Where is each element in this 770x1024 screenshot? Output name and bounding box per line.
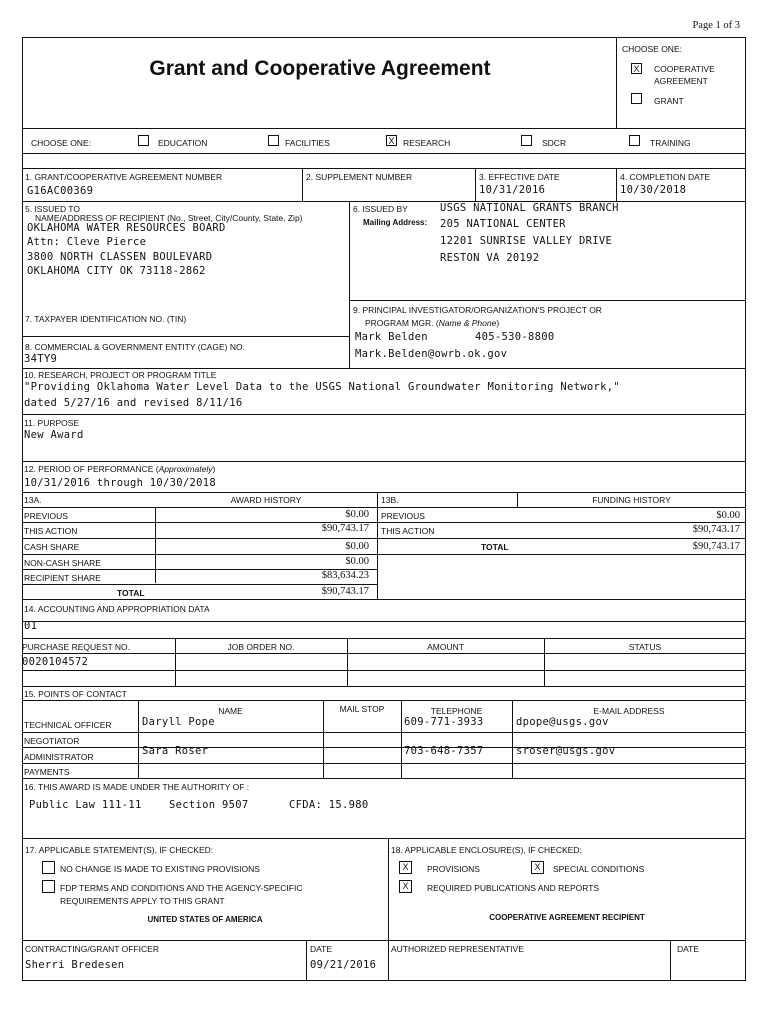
purpose-value: New Award (24, 429, 84, 441)
funding-this-action-label: THIS ACTION (381, 526, 435, 536)
award-total-label: TOTAL (117, 588, 145, 598)
award-row-label: RECIPIENT SHARE (24, 573, 101, 583)
pi-phone: 405-530-8800 (475, 331, 555, 343)
research-checkbox[interactable]: X (386, 135, 397, 146)
training-checkbox[interactable] (629, 135, 640, 146)
page-number: Page 1 of 3 (692, 20, 740, 31)
contact-role: ADMINISTRATOR (24, 752, 94, 762)
award-history-section: 13A. (24, 495, 42, 505)
pi-name: Mark Belden (355, 331, 428, 343)
recipient-city: OKLAHOMA CITY OK 73118-2862 (27, 265, 206, 277)
contact-name: Sara Roser (142, 745, 209, 757)
accounting-value: 01 (24, 620, 38, 632)
funding-history-title: FUNDING HISTORY (592, 495, 671, 505)
cage-label: 8. COMMERCIAL & GOVERNMENT ENTITY (CAGE) NO. (25, 342, 245, 352)
completion-date-value: 10/30/2018 (620, 184, 687, 196)
issuer-line3: 12201 SUNRISE VALLEY DRIVE (440, 235, 613, 247)
period-label: 12. PERIOD OF PERFORMANCE (Approximately) (24, 464, 216, 474)
issuer-line2: 205 NATIONAL CENTER (440, 218, 566, 230)
tin-label: 7. TAXPAYER IDENTIFICATION NO. (TIN) (25, 314, 187, 324)
choose-one-top-label: CHOOSE ONE: (622, 44, 682, 54)
contracting-officer-label: CONTRACTING/GRANT OFFICER (25, 944, 159, 954)
provisions-checkbox[interactable]: X (399, 861, 412, 874)
award-row-label: THIS ACTION (24, 526, 78, 536)
supplement-number-label: 2. SUPPLEMENT NUMBER (306, 172, 413, 182)
contact-email-header: E-MAIL ADDRESS (593, 706, 665, 716)
award-row-value: $0.00 (345, 556, 369, 567)
funding-history-section: 13B. (381, 495, 399, 505)
agreement-number-label: 1. GRANT/COOPERATIVE AGREEMENT NUMBER (25, 172, 223, 182)
award-row-value: $0.00 (345, 509, 369, 520)
enclosures-label: 18. APPLICABLE ENCLOSURE(S), IF CHECKED: (391, 845, 582, 855)
award-row-label: NON-CASH SHARE (24, 558, 101, 568)
funding-this-action-value: $90,743.17 (692, 524, 740, 535)
rep-date-label: DATE (677, 944, 700, 954)
recipient-address-label: NAME/ADDRESS OF RECIPIENT (No., Street, City/County, State, Zip) (35, 213, 303, 223)
funding-previous-value: $0.00 (716, 510, 740, 521)
education-checkbox[interactable] (138, 135, 149, 146)
fdp-terms-checkbox[interactable] (42, 880, 55, 893)
authority-law: Public Law 111-11 (29, 799, 142, 811)
recipient-street: 3800 NORTH CLASSEN BOULEVARD (27, 251, 213, 263)
authority-section: Section 9507 (169, 799, 249, 811)
effective-date-value: 10/31/2016 (479, 184, 546, 196)
facilities-checkbox[interactable] (268, 135, 279, 146)
status-label: STATUS (628, 642, 662, 652)
award-row-value: $0.00 (345, 541, 369, 552)
contact-name: Daryll Pope (142, 716, 215, 728)
issuer-name: USGS NATIONAL GRANTS BRANCH (440, 202, 619, 214)
funding-total-label: TOTAL (481, 542, 509, 552)
provisions-label: PROVISIONS (427, 864, 480, 874)
cage-value: 34TY9 (24, 353, 58, 365)
award-row-value: $90,743.17 (321, 523, 369, 534)
grant-checkbox[interactable] (631, 93, 642, 104)
issued-to-label: 5. ISSUED TO (25, 204, 80, 214)
contact-email: dpope@usgs.gov (516, 716, 609, 728)
pi-email: Mark.Belden@owrb.ok.gov (355, 348, 508, 360)
fdp-terms-label-line2: REQUIREMENTS APPLY TO THIS GRANT (60, 896, 225, 906)
publications-label: REQUIRED PUBLICATIONS AND REPORTS (427, 883, 600, 893)
purchase-request-value: 0020104572 (22, 656, 89, 668)
special-conditions-checkbox[interactable]: X (531, 861, 544, 874)
recipient-name: OKLAHOMA WATER RESOURCES BOARD (27, 222, 226, 234)
agreement-number-value: G16AC00369 (27, 185, 94, 197)
contact-telephone-header: TELEPHONE (430, 706, 483, 716)
award-row-label: PREVIOUS (24, 511, 68, 521)
contact-telephone: 609-771-3933 (404, 716, 484, 728)
officer-date-label: DATE (310, 944, 333, 954)
sdcr-checkbox[interactable] (521, 135, 532, 146)
cooperative-label: COOPERATIVE AGREEMENT (654, 64, 715, 86)
points-of-contact-label: 15. POINTS OF CONTACT (24, 689, 127, 699)
cooperative-checkbox[interactable]: X (631, 63, 642, 74)
sdcr-label: SDCR (542, 138, 567, 148)
usa-header: UNITED STATES OF AMERICA (147, 915, 263, 924)
contact-role: TECHNICAL OFFICER (24, 720, 112, 730)
issuer-line4: RESTON VA 20192 (440, 252, 540, 264)
facilities-label: FACILITIES (285, 138, 330, 148)
contact-role: NEGOTIATOR (24, 736, 80, 746)
award-row-value: $83,634.23 (321, 570, 369, 581)
training-label: TRAINING (650, 138, 691, 148)
contact-role: PAYMENTS (24, 767, 70, 777)
purpose-label: 11. PURPOSE (24, 418, 80, 428)
job-order-label: JOB ORDER NO. (227, 642, 295, 652)
form-title: Grant and Cooperative Agreement (149, 57, 491, 80)
award-total-value: $90,743.17 (321, 586, 369, 597)
contact-email: sroser@usgs.gov (516, 745, 616, 757)
period-value: 10/31/2016 through 10/30/2018 (24, 477, 217, 489)
pi-label: 9. PRINCIPAL INVESTIGATOR/ORGANIZATION'S PROJECT OR (353, 305, 602, 315)
amount-label: AMOUNT (427, 642, 464, 652)
contact-mailstop-header: MAIL STOP (339, 704, 385, 714)
recipient-attn: Attn: Cleve Pierce (27, 236, 147, 248)
purchase-request-label: PURCHASE REQUEST NO. (22, 642, 131, 652)
mailing-address-label: Mailing Address: (363, 218, 428, 227)
contact-name-header: NAME (218, 706, 243, 716)
choose-one-label: CHOOSE ONE: (31, 138, 91, 148)
funding-total-value: $90,743.17 (692, 541, 740, 552)
completion-date-label: 4. COMPLETION DATE (620, 172, 711, 182)
education-label: EDUCATION (158, 138, 208, 148)
project-title-line2: dated 5/27/16 and revised 8/11/16 (24, 397, 243, 409)
funding-previous-label: PREVIOUS (381, 511, 425, 521)
authorized-rep-label: AUTHORIZED REPRESENTATIVE (391, 944, 524, 954)
recipient-header: COOPERATIVE AGREEMENT RECIPIENT (489, 913, 645, 922)
project-title-label: 10. RESEARCH, PROJECT OR PROGRAM TITLE (24, 370, 217, 380)
contact-telephone: 703-648-7357 (404, 745, 484, 757)
accounting-label: 14. ACCOUNTING AND APPROPRIATION DATA (24, 604, 210, 614)
authority-label: 16. THIS AWARD IS MADE UNDER THE AUTHORITY OF : (24, 782, 250, 792)
pi-sublabel: PROGRAM MGR. (Name & Phone) (365, 318, 500, 328)
no-change-label: NO CHANGE IS MADE TO EXISTING PROVISIONS (60, 864, 260, 874)
issued-by-label: 6. ISSUED BY (353, 204, 408, 214)
publications-checkbox[interactable]: X (399, 880, 412, 893)
special-conditions-label: SPECIAL CONDITIONS (553, 864, 645, 874)
grant-label: GRANT (654, 96, 684, 106)
project-title-line1: "Providing Oklahoma Water Level Data to the USGS National Groundwater Monitoring Network," (24, 381, 620, 393)
award-history-title: AWARD HISTORY (230, 495, 302, 505)
award-row-label: CASH SHARE (24, 542, 80, 552)
no-change-checkbox[interactable] (42, 861, 55, 874)
research-label: RESEARCH (403, 138, 451, 148)
statements-label: 17. APPLICABLE STATEMENT(S), IF CHECKED: (25, 845, 214, 855)
contracting-officer-name: Sherri Bredesen (25, 959, 125, 971)
effective-date-label: 3. EFFECTIVE DATE (479, 172, 560, 182)
officer-date-value: 09/21/2016 (310, 959, 377, 971)
authority-cfda: CFDA: 15.980 (289, 799, 369, 811)
fdp-terms-label: FDP TERMS AND CONDITIONS AND THE AGENCY-SPECIFIC (60, 883, 303, 893)
